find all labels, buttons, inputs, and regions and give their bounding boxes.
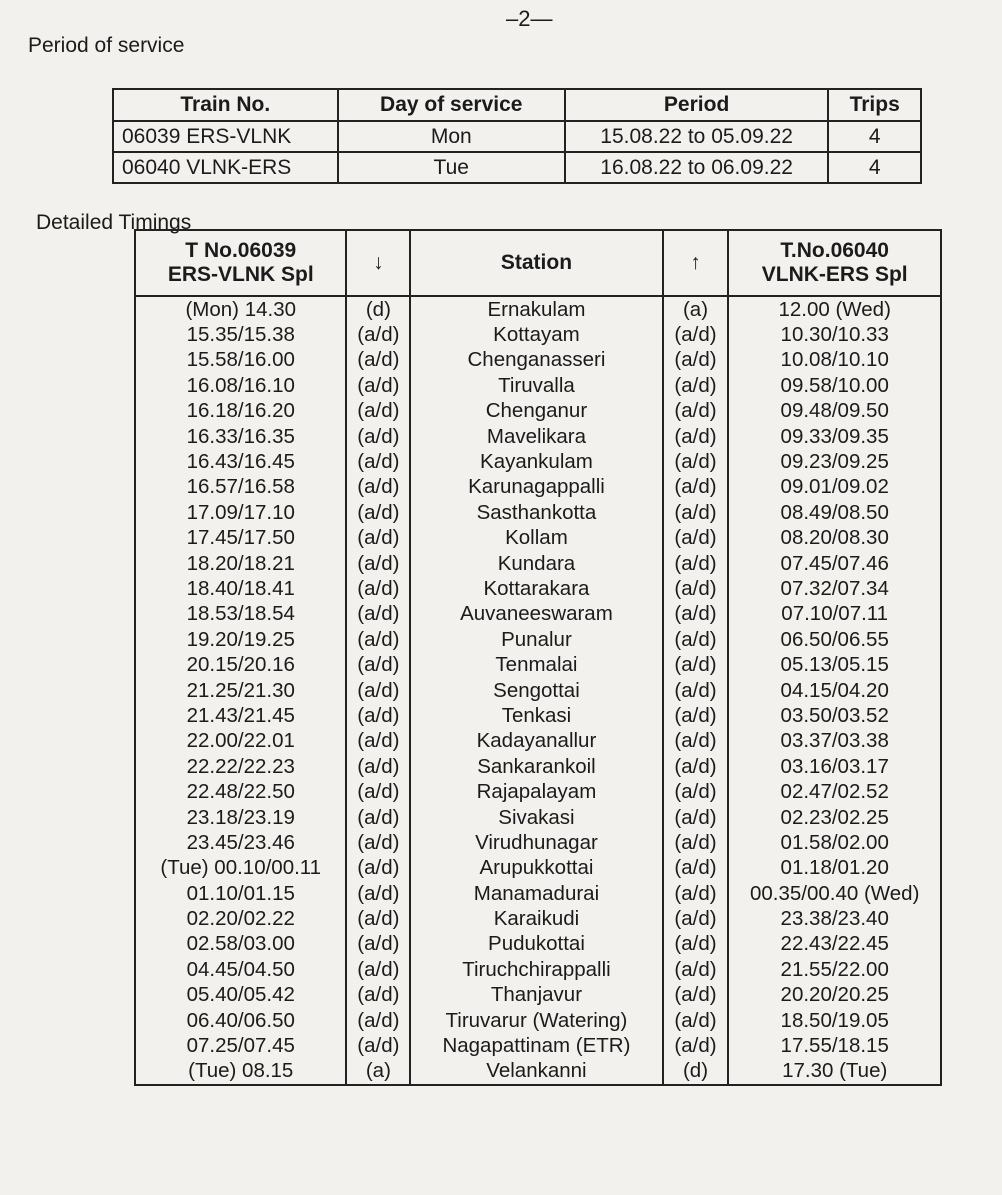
period-cell: 16.08.22 to 06.09.22 bbox=[565, 152, 828, 183]
down-time-cell: 17.45/17.50 bbox=[135, 526, 346, 551]
header-train-no: Train No. bbox=[113, 89, 338, 121]
station-cell: Kayankulam bbox=[410, 449, 662, 474]
station-cell: Kollam bbox=[410, 526, 662, 551]
table-row bbox=[135, 576, 941, 601]
down-time-cell: 22.22/22.23 bbox=[135, 754, 346, 779]
down-time-cell: 18.40/18.41 bbox=[135, 576, 346, 601]
down-time-cell: 22.00/22.01 bbox=[135, 729, 346, 754]
up-code-cell: (a/d) bbox=[663, 906, 729, 931]
station-cell: Tiruchchirappalli bbox=[410, 957, 662, 982]
header-station: Station bbox=[410, 230, 662, 296]
station-cell: Tiruvalla bbox=[410, 373, 662, 398]
up-time-cell: 07.32/07.34 bbox=[728, 576, 941, 601]
down-train-number: T No.06039 bbox=[185, 239, 297, 262]
table-row bbox=[135, 957, 941, 982]
station-cell: Pudukottai bbox=[410, 932, 662, 957]
table-row bbox=[135, 983, 941, 1008]
up-time-cell: 17.55/18.15 bbox=[728, 1033, 941, 1058]
up-code-cell: (a/d) bbox=[663, 1033, 729, 1058]
up-code-cell: (a/d) bbox=[663, 830, 729, 855]
detailed-timings-heading: Detailed Timings bbox=[36, 211, 192, 234]
down-code-cell: (a/d) bbox=[346, 602, 410, 627]
table-row bbox=[135, 652, 941, 677]
down-code-cell: (a/d) bbox=[346, 449, 410, 474]
train-no-cell: 06039 ERS-VLNK bbox=[113, 121, 338, 152]
station-cell: Kundara bbox=[410, 551, 662, 576]
table-row bbox=[135, 373, 941, 398]
station-cell: Thanjavur bbox=[410, 983, 662, 1008]
down-time-cell: 16.08/16.10 bbox=[135, 373, 346, 398]
station-cell: Rajapalayam bbox=[410, 779, 662, 804]
station-cell: Nagapattinam (ETR) bbox=[410, 1033, 662, 1058]
trips-cell: 4 bbox=[828, 121, 921, 152]
down-time-cell: 18.53/18.54 bbox=[135, 602, 346, 627]
table-row bbox=[135, 1033, 941, 1058]
station-cell: Arupukkottai bbox=[410, 856, 662, 881]
down-code-cell: (a/d) bbox=[346, 576, 410, 601]
down-time-cell: 07.25/07.45 bbox=[135, 1033, 346, 1058]
down-time-cell: 02.20/02.22 bbox=[135, 906, 346, 931]
day-cell: Mon bbox=[338, 121, 565, 152]
up-code-cell: (a/d) bbox=[663, 475, 729, 500]
down-code-cell: (a/d) bbox=[346, 1033, 410, 1058]
up-code-cell: (a/d) bbox=[663, 322, 729, 347]
down-code-cell: (d) bbox=[346, 296, 410, 322]
up-code-cell: (a/d) bbox=[663, 399, 729, 424]
down-code-cell: (a/d) bbox=[346, 703, 410, 728]
down-code-cell: (a/d) bbox=[346, 830, 410, 855]
header-trips: Trips bbox=[828, 89, 921, 121]
station-cell: Chenganur bbox=[410, 399, 662, 424]
station-cell: Kottayam bbox=[410, 322, 662, 347]
station-cell: Auvaneeswaram bbox=[410, 602, 662, 627]
table-header-row bbox=[135, 230, 941, 296]
station-cell: Sengottai bbox=[410, 678, 662, 703]
station-cell: Karaikudi bbox=[410, 906, 662, 931]
up-code-cell: (a/d) bbox=[663, 526, 729, 551]
up-time-cell: 09.33/09.35 bbox=[728, 424, 941, 449]
up-code-cell: (a/d) bbox=[663, 779, 729, 804]
down-time-cell: 02.58/03.00 bbox=[135, 932, 346, 957]
station-cell: Sasthankotta bbox=[410, 500, 662, 525]
table-row bbox=[135, 856, 941, 881]
up-time-cell: 06.50/06.55 bbox=[728, 627, 941, 652]
up-time-cell: 05.13/05.15 bbox=[728, 652, 941, 677]
up-time-cell: 08.20/08.30 bbox=[728, 526, 941, 551]
table-row bbox=[135, 475, 941, 500]
header-period: Period bbox=[565, 89, 828, 121]
down-time-cell: 06.40/06.50 bbox=[135, 1008, 346, 1033]
station-cell: Mavelikara bbox=[410, 424, 662, 449]
up-code-cell: (a/d) bbox=[663, 652, 729, 677]
station-cell: Manamadurai bbox=[410, 881, 662, 906]
up-time-cell: 07.45/07.46 bbox=[728, 551, 941, 576]
up-code-cell: (d) bbox=[663, 1059, 729, 1085]
table-row bbox=[135, 424, 941, 449]
header-up-train bbox=[728, 230, 941, 296]
up-time-cell: 18.50/19.05 bbox=[728, 1008, 941, 1033]
up-code-cell: (a/d) bbox=[663, 576, 729, 601]
table-row bbox=[135, 779, 941, 804]
up-code-cell: (a/d) bbox=[663, 856, 729, 881]
table-row bbox=[135, 932, 941, 957]
table-row bbox=[135, 399, 941, 424]
up-code-cell: (a/d) bbox=[663, 754, 729, 779]
station-cell: Velankanni bbox=[410, 1059, 662, 1085]
up-time-cell: 03.50/03.52 bbox=[728, 703, 941, 728]
table-row bbox=[135, 500, 941, 525]
down-code-cell: (a/d) bbox=[346, 983, 410, 1008]
up-time-cell: 03.16/03.17 bbox=[728, 754, 941, 779]
down-code-cell: (a/d) bbox=[346, 551, 410, 576]
station-cell: Tiruvarur (Watering) bbox=[410, 1008, 662, 1033]
table-row bbox=[135, 729, 941, 754]
up-code-cell: (a/d) bbox=[663, 348, 729, 373]
down-code-cell: (a/d) bbox=[346, 932, 410, 957]
up-train-name: VLNK-ERS Spl bbox=[761, 263, 908, 286]
down-code-cell: (a/d) bbox=[346, 424, 410, 449]
table-row bbox=[113, 152, 921, 183]
up-time-cell: 01.58/02.00 bbox=[728, 830, 941, 855]
down-code-cell: (a/d) bbox=[346, 729, 410, 754]
table-row bbox=[135, 678, 941, 703]
up-code-cell: (a/d) bbox=[663, 373, 729, 398]
up-code-cell: (a/d) bbox=[663, 881, 729, 906]
down-time-cell: 01.10/01.15 bbox=[135, 881, 346, 906]
down-time-cell: 18.20/18.21 bbox=[135, 551, 346, 576]
down-time-cell: (Mon) 14.30 bbox=[135, 296, 346, 322]
down-time-cell: 16.57/16.58 bbox=[135, 475, 346, 500]
table-row bbox=[135, 449, 941, 474]
down-code-cell: (a/d) bbox=[346, 500, 410, 525]
down-time-cell: (Tue) 00.10/00.11 bbox=[135, 856, 346, 881]
table-row bbox=[135, 1059, 941, 1085]
down-time-cell: 05.40/05.42 bbox=[135, 983, 346, 1008]
down-code-cell: (a/d) bbox=[346, 373, 410, 398]
down-arrow-icon: ↓ bbox=[346, 230, 410, 296]
down-code-cell: (a/d) bbox=[346, 322, 410, 347]
up-time-cell: 20.20/20.25 bbox=[728, 983, 941, 1008]
up-time-cell: 08.49/08.50 bbox=[728, 500, 941, 525]
up-time-cell: 09.23/09.25 bbox=[728, 449, 941, 474]
down-code-cell: (a/d) bbox=[346, 1008, 410, 1033]
down-time-cell: 15.58/16.00 bbox=[135, 348, 346, 373]
up-time-cell: 03.37/03.38 bbox=[728, 729, 941, 754]
day-cell: Tue bbox=[338, 152, 565, 183]
up-code-cell: (a/d) bbox=[663, 729, 729, 754]
down-time-cell: (Tue) 08.15 bbox=[135, 1059, 346, 1085]
down-code-cell: (a/d) bbox=[346, 652, 410, 677]
table-row bbox=[135, 296, 941, 322]
down-code-cell: (a/d) bbox=[346, 399, 410, 424]
header-day-of-service: Day of service bbox=[338, 89, 565, 121]
table-row bbox=[135, 1008, 941, 1033]
station-cell: Chenganasseri bbox=[410, 348, 662, 373]
station-cell: Kottarakara bbox=[410, 576, 662, 601]
down-time-cell: 21.25/21.30 bbox=[135, 678, 346, 703]
up-code-cell: (a/d) bbox=[663, 449, 729, 474]
up-time-cell: 04.15/04.20 bbox=[728, 678, 941, 703]
up-time-cell: 02.23/02.25 bbox=[728, 805, 941, 830]
up-code-cell: (a/d) bbox=[663, 500, 729, 525]
station-cell: Sankarankoil bbox=[410, 754, 662, 779]
up-time-cell: 00.35/00.40 (Wed) bbox=[728, 881, 941, 906]
period-of-service-table bbox=[112, 88, 922, 184]
up-code-cell: (a/d) bbox=[663, 932, 729, 957]
down-code-cell: (a/d) bbox=[346, 906, 410, 931]
up-time-cell: 02.47/02.52 bbox=[728, 779, 941, 804]
detailed-timings-table bbox=[134, 229, 942, 1086]
station-cell: Kadayanallur bbox=[410, 729, 662, 754]
down-time-cell: 21.43/21.45 bbox=[135, 703, 346, 728]
down-code-cell: (a/d) bbox=[346, 754, 410, 779]
station-cell: Ernakulam bbox=[410, 296, 662, 322]
up-code-cell: (a/d) bbox=[663, 602, 729, 627]
up-code-cell: (a/d) bbox=[663, 627, 729, 652]
up-time-cell: 10.08/10.10 bbox=[728, 348, 941, 373]
down-code-cell: (a/d) bbox=[346, 526, 410, 551]
up-time-cell: 09.48/09.50 bbox=[728, 399, 941, 424]
down-time-cell: 16.33/16.35 bbox=[135, 424, 346, 449]
up-code-cell: (a/d) bbox=[663, 703, 729, 728]
table-row bbox=[135, 703, 941, 728]
down-time-cell: 16.18/16.20 bbox=[135, 399, 346, 424]
table-row bbox=[135, 322, 941, 347]
station-cell: Virudhunagar bbox=[410, 830, 662, 855]
up-code-cell: (a/d) bbox=[663, 424, 729, 449]
train-no-cell: 06040 VLNK-ERS bbox=[113, 152, 338, 183]
table-row bbox=[135, 754, 941, 779]
table-header-row bbox=[113, 89, 921, 121]
up-time-cell: 01.18/01.20 bbox=[728, 856, 941, 881]
down-code-cell: (a/d) bbox=[346, 881, 410, 906]
up-code-cell: (a/d) bbox=[663, 805, 729, 830]
down-code-cell: (a/d) bbox=[346, 475, 410, 500]
down-code-cell: (a/d) bbox=[346, 627, 410, 652]
down-time-cell: 17.09/17.10 bbox=[135, 500, 346, 525]
up-time-cell: 17.30 (Tue) bbox=[728, 1059, 941, 1085]
station-cell: Punalur bbox=[410, 627, 662, 652]
station-cell: Tenmalai bbox=[410, 652, 662, 677]
down-code-cell: (a/d) bbox=[346, 805, 410, 830]
down-code-cell: (a/d) bbox=[346, 856, 410, 881]
up-time-cell: 09.58/10.00 bbox=[728, 373, 941, 398]
trips-cell: 4 bbox=[828, 152, 921, 183]
up-time-cell: 07.10/07.11 bbox=[728, 602, 941, 627]
down-time-cell: 19.20/19.25 bbox=[135, 627, 346, 652]
table-row bbox=[135, 551, 941, 576]
station-cell: Sivakasi bbox=[410, 805, 662, 830]
down-code-cell: (a/d) bbox=[346, 348, 410, 373]
down-train-name: ERS-VLNK Spl bbox=[167, 263, 314, 286]
table-row bbox=[135, 830, 941, 855]
table-row bbox=[135, 906, 941, 931]
down-time-cell: 20.15/20.16 bbox=[135, 652, 346, 677]
up-train-number: T.No.06040 bbox=[780, 239, 889, 262]
up-time-cell: 09.01/09.02 bbox=[728, 475, 941, 500]
down-time-cell: 16.43/16.45 bbox=[135, 449, 346, 474]
table-row bbox=[135, 348, 941, 373]
up-time-cell: 21.55/22.00 bbox=[728, 957, 941, 982]
up-time-cell: 23.38/23.40 bbox=[728, 906, 941, 931]
table-row bbox=[135, 627, 941, 652]
table-row bbox=[135, 805, 941, 830]
down-code-cell: (a/d) bbox=[346, 779, 410, 804]
page-number: –2— bbox=[506, 6, 553, 31]
table-row bbox=[135, 526, 941, 551]
table-row bbox=[113, 121, 921, 152]
table-row bbox=[135, 881, 941, 906]
station-cell: Karunagappalli bbox=[410, 475, 662, 500]
down-code-cell: (a/d) bbox=[346, 957, 410, 982]
up-code-cell: (a/d) bbox=[663, 983, 729, 1008]
down-time-cell: 23.18/23.19 bbox=[135, 805, 346, 830]
down-time-cell: 22.48/22.50 bbox=[135, 779, 346, 804]
period-cell: 15.08.22 to 05.09.22 bbox=[565, 121, 828, 152]
down-time-cell: 04.45/04.50 bbox=[135, 957, 346, 982]
up-code-cell: (a/d) bbox=[663, 678, 729, 703]
up-time-cell: 22.43/22.45 bbox=[728, 932, 941, 957]
period-of-service-heading: Period of service bbox=[28, 34, 185, 57]
down-code-cell: (a) bbox=[346, 1059, 410, 1085]
up-time-cell: 10.30/10.33 bbox=[728, 322, 941, 347]
up-code-cell: (a) bbox=[663, 296, 729, 322]
table-row bbox=[135, 602, 941, 627]
up-arrow-icon: ↑ bbox=[663, 230, 729, 296]
up-code-cell: (a/d) bbox=[663, 551, 729, 576]
up-code-cell: (a/d) bbox=[663, 1008, 729, 1033]
up-code-cell: (a/d) bbox=[663, 957, 729, 982]
station-cell: Tenkasi bbox=[410, 703, 662, 728]
down-code-cell: (a/d) bbox=[346, 678, 410, 703]
down-time-cell: 23.45/23.46 bbox=[135, 830, 346, 855]
header-down-train bbox=[135, 230, 346, 296]
up-time-cell: 12.00 (Wed) bbox=[728, 296, 941, 322]
down-time-cell: 15.35/15.38 bbox=[135, 322, 346, 347]
